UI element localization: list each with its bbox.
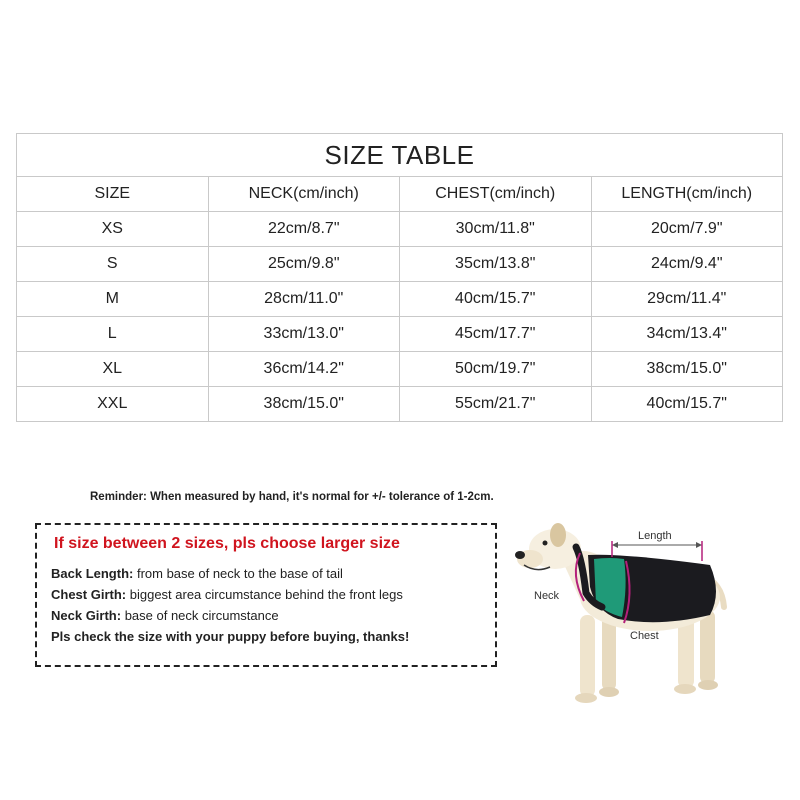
header-size: SIZE (17, 177, 209, 212)
size-cell: XL (17, 352, 209, 387)
length-label: Length (638, 530, 672, 542)
length-cell: 20cm/7.9" (591, 212, 783, 247)
neck-cell: 36cm/14.2" (208, 352, 400, 387)
size-cell: XXL (17, 387, 209, 422)
check-size-note: Pls check the size with your puppy before buying, thanks! (51, 629, 410, 644)
length-cell: 40cm/15.7" (591, 387, 783, 422)
size-cell: XS (17, 212, 209, 247)
chest-girth-text: biggest area circumstance behind the front legs (126, 587, 403, 602)
size-table-title: SIZE TABLE (17, 134, 783, 177)
tolerance-reminder: Reminder: When measured by hand, it's normal for +/- tolerance of 1-2cm. (90, 491, 494, 503)
chest-cell: 30cm/11.8" (400, 212, 592, 247)
chest-cell: 40cm/15.7" (400, 282, 592, 317)
dog-measurement-illustration (510, 515, 780, 715)
size-cell: L (17, 317, 209, 352)
neck-girth-text: base of neck circumstance (121, 608, 279, 623)
neck-girth-note (51, 608, 279, 623)
table-row (17, 212, 783, 247)
table-row (17, 352, 783, 387)
chest-cell: 45cm/17.7" (400, 317, 592, 352)
size-table (16, 133, 783, 422)
size-cell: S (17, 247, 209, 282)
chest-cell: 50cm/19.7" (400, 352, 592, 387)
neck-cell: 38cm/15.0" (208, 387, 400, 422)
neck-cell: 22cm/8.7" (208, 212, 400, 247)
table-row (17, 387, 783, 422)
neck-girth-label: Neck Girth: (51, 608, 122, 623)
dog-illustration (510, 515, 780, 715)
chest-label: Chest (630, 630, 659, 642)
header-neck: NECK(cm/inch) (208, 177, 400, 212)
table-row (17, 247, 783, 282)
chest-cell: 35cm/13.8" (400, 247, 592, 282)
table-row (17, 317, 783, 352)
back-length-text: from base of neck to the base of tail (133, 566, 343, 581)
larger-size-advice: If size between 2 sizes, pls choose larger size (54, 535, 400, 552)
length-cell: 38cm/15.0" (591, 352, 783, 387)
back-length-note (51, 566, 343, 581)
header-chest: CHEST(cm/inch) (400, 177, 592, 212)
length-cell: 24cm/9.4" (591, 247, 783, 282)
chest-cell: 55cm/21.7" (400, 387, 592, 422)
chest-girth-label: Chest Girth: (51, 587, 127, 602)
header-length: LENGTH(cm/inch) (591, 177, 783, 212)
chest-girth-note (51, 587, 403, 602)
table-row (17, 282, 783, 317)
length-cell: 29cm/11.4" (591, 282, 783, 317)
neck-cell: 33cm/13.0" (208, 317, 400, 352)
size-table-header-row (17, 177, 783, 212)
neck-cell: 28cm/11.0" (208, 282, 400, 317)
neck-label: Neck (534, 590, 560, 602)
length-cell: 34cm/13.4" (591, 317, 783, 352)
sizing-notes-box (35, 523, 497, 667)
neck-cell: 25cm/9.8" (208, 247, 400, 282)
size-cell: M (17, 282, 209, 317)
back-length-label: Back Length: (51, 566, 134, 581)
